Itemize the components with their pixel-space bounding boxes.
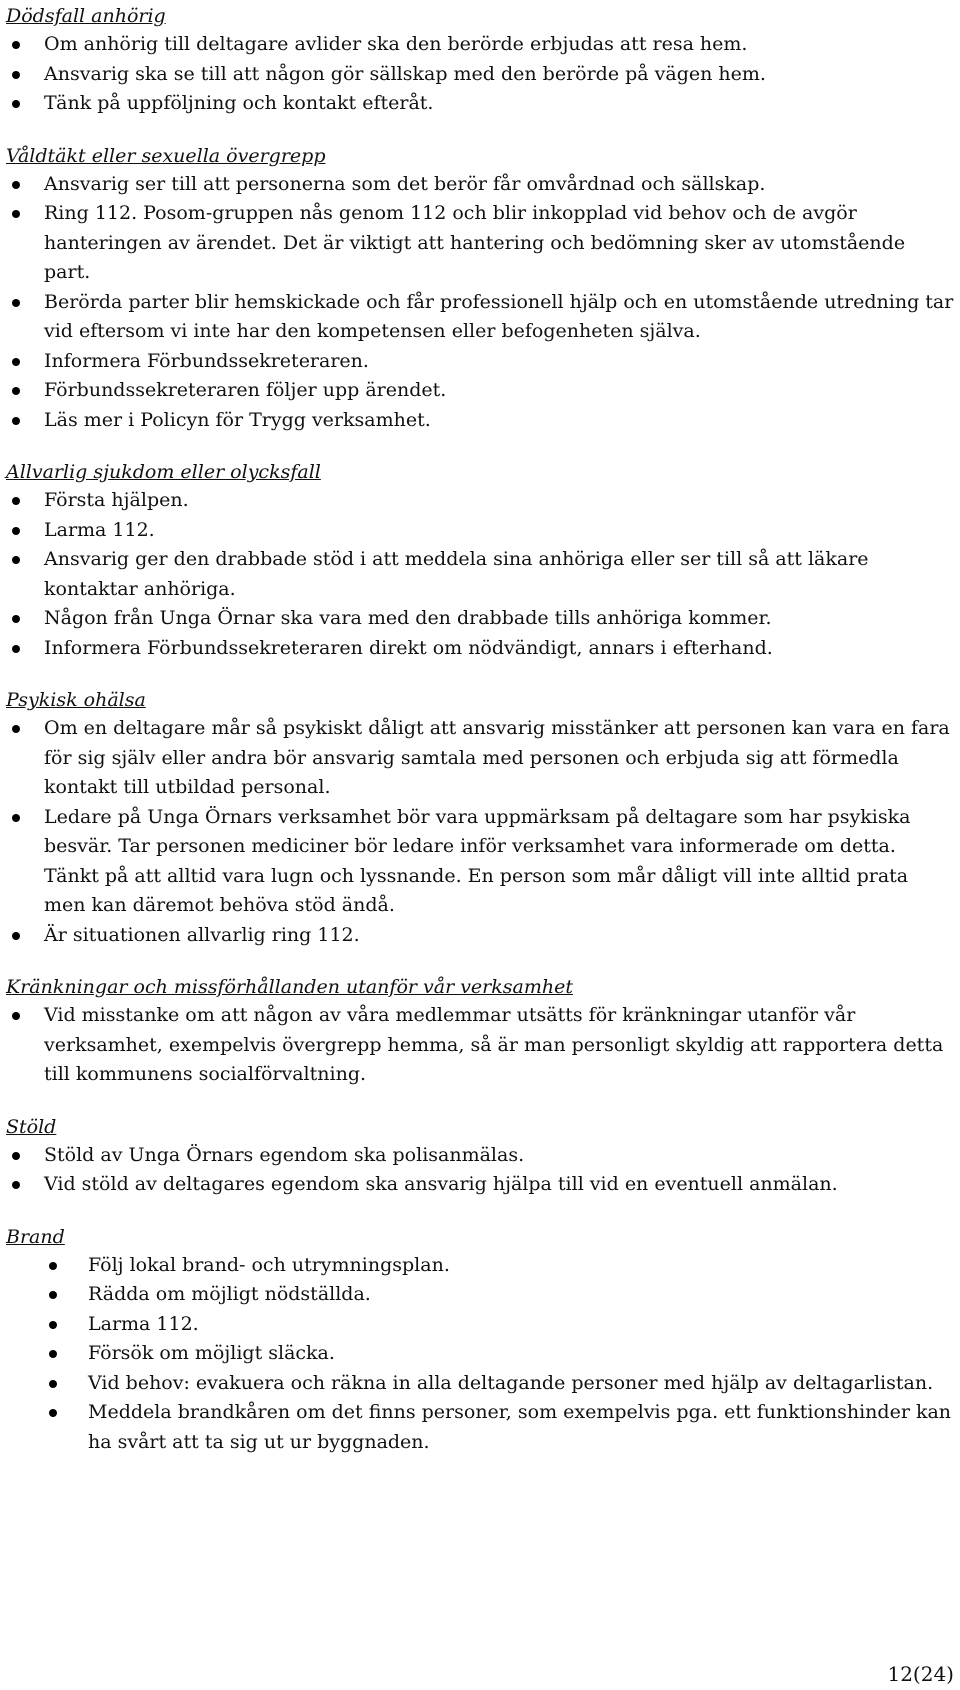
list-item: Förbundssekreteraren följer upp ärendet.: [6, 376, 954, 406]
list-item: Någon från Unga Örnar ska vara med den drabbade tills anhöriga kommer.: [6, 604, 954, 634]
list-item: Ledare på Unga Örnars verksamhet bör vara uppmärksam på deltagare som har psykiska besvär. Tar personen mediciner bör ledare inför verksamhet vara informerade om detta. Tänkt på att alltid vara lugn och lyssnande. En person som mår dåligt vill inte alltid prata men kan däremot behöva stöd ändå.: [6, 803, 954, 921]
section-heading: Psykisk ohälsa: [6, 689, 146, 711]
list-item: Informera Förbundssekreteraren direkt om nödvändigt, annars i efterhand.: [6, 634, 954, 664]
list-item: Första hjälpen.: [6, 486, 954, 516]
section-heading: Kränkningar och missförhållanden utanför vår verksamhet: [6, 976, 573, 998]
page-number: 12(24): [887, 1662, 954, 1686]
bullet-list: [6, 170, 954, 436]
list-item: Om anhörig till deltagare avlider ska den berörde erbjudas att resa hem.: [6, 30, 954, 60]
list-item: Stöld av Unga Örnars egendom ska polisanmälas.: [6, 1141, 954, 1171]
section-psykisk-ohalsa: [6, 684, 954, 950]
list-item: Vid stöld av deltagares egendom ska ansvarig hjälpa till vid en eventuell anmälan.: [6, 1170, 954, 1200]
list-item: Följ lokal brand- och utrymningsplan.: [6, 1251, 954, 1281]
list-item: Tänk på uppföljning och kontakt efteråt.: [6, 89, 954, 119]
list-item: Läs mer i Policyn för Trygg verksamhet.: [6, 406, 954, 436]
section-heading: Dödsfall anhörig: [6, 5, 166, 27]
section-heading: Brand: [6, 1225, 65, 1248]
list-item: Vid behov: evakuera och räkna in alla deltagande personer med hjälp av deltagarlistan.: [6, 1369, 954, 1399]
list-item: Berörda parter blir hemskickade och får professionell hjälp och en utomstående utredning tar vid eftersom vi inte har den kompetensen eller befogenheten själva.: [6, 288, 954, 347]
bullet-list: [6, 714, 954, 950]
list-item: Larma 112.: [6, 1310, 954, 1340]
section-heading: Allvarlig sjukdom eller olycksfall: [6, 461, 321, 483]
list-item: Informera Förbundssekreteraren.: [6, 347, 954, 377]
section-allvarlig-sjukdom: [6, 456, 954, 663]
bullet-list: [6, 1141, 954, 1200]
list-item: Är situationen allvarlig ring 112.: [6, 921, 954, 951]
section-dodsfall-anhorig: [6, 0, 954, 119]
list-item: Vid misstanke om att någon av våra medlemmar utsätts för kränkningar utanför vår verksamhet, exempelvis övergrepp hemma, så är man personligt skyldig att rapportera detta till kommunens socialförvaltning.: [6, 1001, 954, 1090]
section-heading: Stöld: [6, 1115, 57, 1138]
section-valdtakt: [6, 140, 954, 436]
list-item: Ring 112. Posom-gruppen nås genom 112 och blir inkopplad vid behov och de avgör hanteringen av ärendet. Det är viktigt att hantering och bedömning sker av utomstående part.: [6, 199, 954, 288]
list-item: Rädda om möjligt nödställda.: [6, 1280, 954, 1310]
bullet-list: [6, 1251, 954, 1458]
section-brand: [6, 1221, 954, 1458]
section-krankningar: [6, 971, 954, 1090]
list-item: Ansvarig ger den drabbade stöd i att meddela sina anhöriga eller ser till så att läkare kontaktar anhöriga.: [6, 545, 954, 604]
list-item: Om en deltagare mår så psykiskt dåligt att ansvarig misstänker att personen kan vara en fara för sig själv eller andra bör ansvarig samtala med personen och erbjuda sig att förmedla kontakt till utbildad personal.: [6, 714, 954, 803]
list-item: Ansvarig ser till att personerna som det berör får omvårdnad och sällskap.: [6, 170, 954, 200]
bullet-list: [6, 30, 954, 119]
bullet-list: [6, 486, 954, 663]
document-page: [6, 0, 954, 1478]
list-item: Meddela brandkåren om det finns personer, som exempelvis pga. ett funktionshinder kan ha svårt att ta sig ut ur byggnaden.: [6, 1398, 954, 1457]
list-item: Larma 112.: [6, 516, 954, 546]
section-stold: [6, 1111, 954, 1200]
list-item: Ansvarig ska se till att någon gör sällskap med den berörde på vägen hem.: [6, 60, 954, 90]
list-item: Försök om möjligt släcka.: [6, 1339, 954, 1369]
section-heading: Våldtäkt eller sexuella övergrepp: [6, 144, 326, 167]
bullet-list: [6, 1001, 954, 1090]
